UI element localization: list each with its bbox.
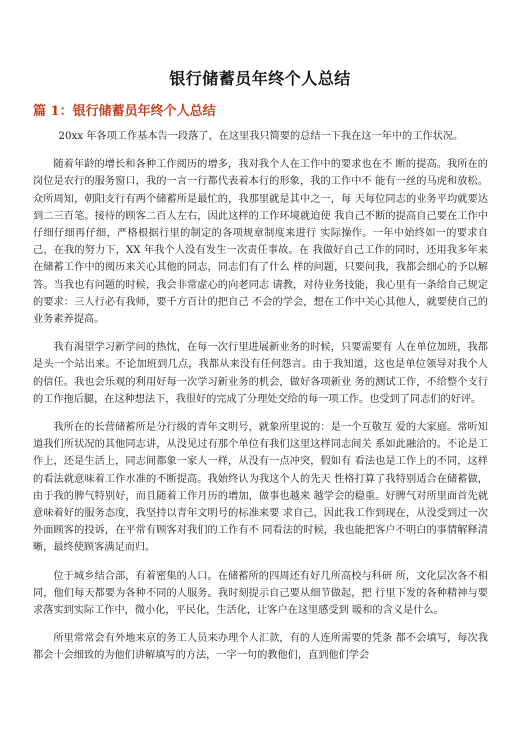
paragraph-learning: 我有渴望学习新学问的热忱，在每一次行里进展新业务的时候，只要需要有 人在单位加班，我都是头一个站出来。不论加班到几点，我都从来没有任何怨言。由于我知道，这也是单位领导对我个人的信任。我也会乐观的利用好每一次学习新业务的机会，做好各项新业 务的测试工作，不给整个支行的工作拖后腿，在这种想法下，我很好的完成了分理处交给的每一项工作。也受到了同志们的好评。: [33, 342, 488, 405]
document-body: [33, 128, 488, 665]
section-heading: 篇 1：银行储蓄员年终个人总结: [33, 104, 216, 119]
paragraph-customers: 所里常常会有外地来京的务工人员来办理个人汇款，有的人连所需要的凭条 都不会填写，每次我都会十会细致的为他们讲解填写的方法，一字一句的教他们，直到他们学会: [33, 633, 488, 662]
paragraph-work-requirements: 随着年龄的增长和各种工作阅历的增多，我对我个人在工作中的要求也在不 断的提高。我所在的岗位是农行的服务窗口，我的一言一行都代表着本行的形象，我的工作中不 能有一丝的马虎和放松。众所周知，朝阳支行有两个储蓄所是最忙的，我那里就是其中之一，每 天每位同志的业务平均就要达到二三百笔。接待的顾客二百人左右，因此这样的工作环境就迫使 我自己不断的提高自己要在工作中仔细仔细再仔细，严格根据行里的制定的各项规章制度来进行 实际操作。一年中始终如一的要求自己，在我的努力下，XX 年我个人没有发生一次责任事故。在 我做好自己工作的同时，还用我多年来在储蓄工作中的阅历来关心其他的同志，同志们有了什么 样的问题，只要问我，我都会细心的予以解答。当我也有问题的时候，我会非常虚心的向老同志 请教，对待业务技能，我心里有一条给自己规定的要求：三人行必有我师，要千方百计的把自己 不会的学会，想在工作中关心其他人，就要使自己的业务素养提高。: [33, 159, 488, 326]
paragraph-team: 我所在的长营储蓄所是分行级的青年文明号，就象所里说的：是一个互敬互 爱的大家庭。常听知道我们所状况的其他同志讲，从没见过有那个单位有我们这里这样同志间关 系如此融洽的。不论是工作上，还是生活上，同志间都象一家人一样，从没有一点冲突，假如有 看法也是工作上的不同，这样的看法就意味着工作水准的不断提高。我始终认为我这个人的先天 性格打算了我特别适合在储蓄做，由于我的脾气特别好，而且随着工作月历的增加，做事也越来 越学会的稳重。好脾气对所里面首先就意味着好的服务态度，我坚持以青年文明号的标准来要 求自己，因此我工作到现在，从没受到过一次外面顾客的投诉，在平常有顾客对我们的工作有不 同看法的时候，我也能把客户不明白的事情解释清晰，最终使顾客满足而归。: [33, 422, 488, 554]
paragraph-intro: 20xx 年各项工作基本告一段落了，在这里我只简要的总结一下我在这一年中的工作状况。: [58, 131, 464, 142]
document-title: 银行储蓄员年终个人总结: [169, 69, 351, 88]
paragraph-location: 位于城乡结合部，有着密集的人口。在储蓄所的四周还有好几所高校与科研 所，文化层次各不相同，他们每天都要为各种不同的人服务。我时刻提示自己要从细节做起，把 行里下发的各种精神与要求落实到实际工作中，微小化，平民化，生活化，让客户在这里感受到 暖和的含义是什么。: [33, 570, 488, 617]
